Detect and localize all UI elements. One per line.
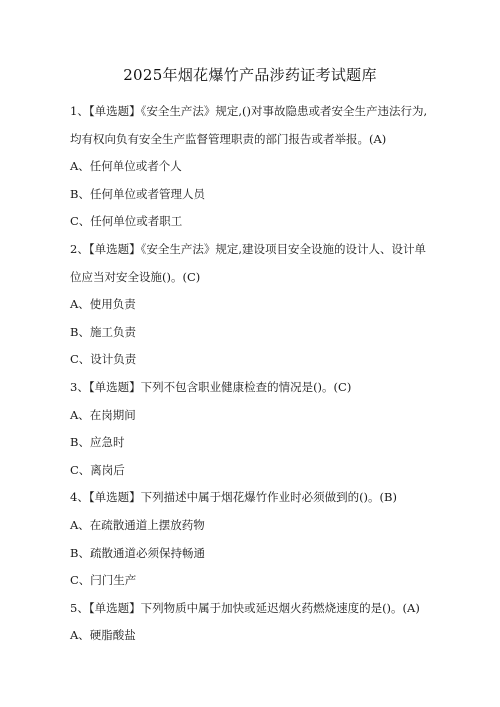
question-2-text-line-1: 2、【单选题】《安全生产法》规定,建设项目安全设施的设计人、设计单: [70, 241, 426, 256]
question-3-option-a: A、在岗期间: [70, 407, 136, 422]
document-title: 2025年烟花爆竹产品涉药证考试题库: [123, 66, 377, 84]
question-5-option-a: A、硬脂酸盐: [70, 628, 136, 643]
question-2-option-c: C、设计负责: [70, 352, 137, 367]
question-1-option-b: B、任何单位或者管理人员: [70, 186, 205, 201]
question-1-option-c: C、任何单位或者职工: [70, 214, 183, 229]
question-2-option-b: B、施工负责: [70, 324, 136, 339]
question-4-option-c: C、闩门生产: [70, 573, 137, 588]
question-3-text-line-1: 3、【单选题】下列不包含职业健康检查的情况是()。(C): [70, 379, 352, 394]
question-3-option-b: B、应急时: [70, 435, 125, 450]
question-4-text-line-1: 4、【单选题】下列描述中属于烟花爆竹作业时必须做到的()。(B): [70, 490, 397, 505]
question-4-option-a: A、在疏散通道上摆放药物: [70, 517, 205, 532]
question-3-option-c: C、离岗后: [70, 462, 125, 477]
question-1-text-line-2: 均有权向负有安全生产监督管理职责的部门报告或者举报。(A): [70, 131, 387, 146]
question-2-option-a: A、使用负责: [70, 297, 136, 312]
question-4-option-b: B、疏散通道必须保持畅通: [70, 545, 205, 560]
question-5-text-line-1: 5、【单选题】下列物质中属于加快或延迟烟火药燃烧速度的是()。(A): [70, 600, 420, 615]
question-2-text-line-2: 位应当对安全设施()。(C): [70, 269, 201, 284]
question-1-text-line-1: 1、【单选题】《安全生产法》规定,()对事故隐患或者安全生产违法行为,: [70, 104, 428, 118]
question-1-option-a: A、任何单位或者个人: [70, 159, 182, 174]
question-list: [70, 98, 442, 650]
